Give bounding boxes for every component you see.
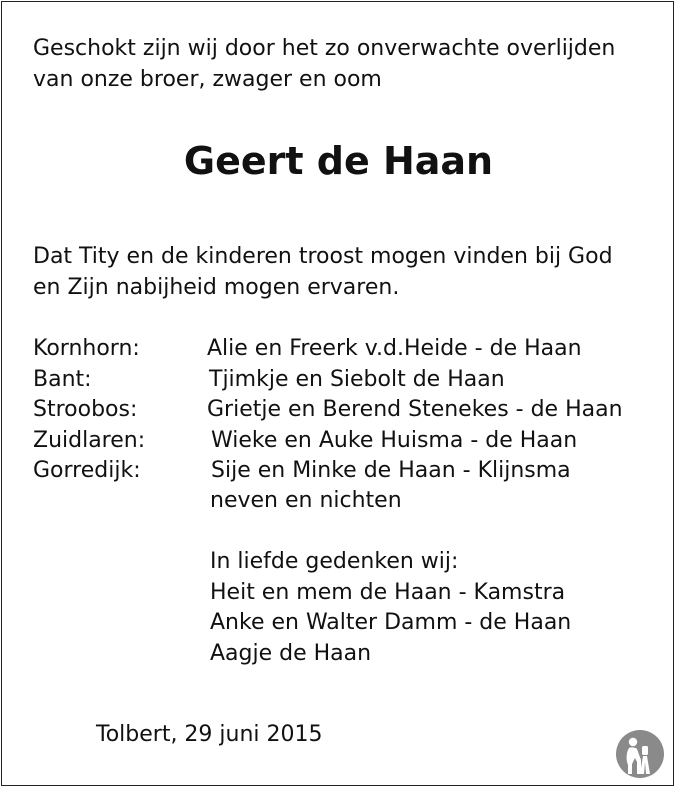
family-place: Stroobos: <box>33 397 138 422</box>
family-names: Alie en Freerk v.d.Heide - de Haan <box>207 336 582 361</box>
intro-line-2: van onze broer, zwager en oom <box>33 66 382 92</box>
intro-line-1: Geschokt zijn wij door het zo onverwachte overlijden <box>33 36 616 61</box>
family-names: Grietje en Berend Stenekes - de Haan <box>207 397 623 422</box>
memory-heading: In liefde gedenken wij: <box>210 549 459 574</box>
memory-line: Aagje de Haan <box>210 640 372 666</box>
intro-text <box>33 34 615 95</box>
family-names: Wieke en Auke Huisma - de Haan <box>211 427 578 453</box>
place-and-date: Tolbert, 29 juni 2015 <box>96 722 323 747</box>
family-place: Kornhorn: <box>33 336 140 361</box>
family-place: Bant: <box>33 366 92 392</box>
family-names: Tjimkje en Siebolt de Haan <box>209 366 505 392</box>
neven-en-nichten: neven en nichten <box>210 488 402 513</box>
family-names: Sije en Minke de Haan - Klijnsma <box>211 458 571 483</box>
family-place: Zuidlaren: <box>33 427 146 453</box>
family-place: Gorredijk: <box>33 458 141 483</box>
memory-line: Heit en mem de Haan - Kamstra <box>210 579 566 605</box>
wish-line-1: Dat Tity en de kinderen troost mogen vinden bij God <box>33 244 613 269</box>
wish-text <box>33 242 613 303</box>
memorial-figure-icon <box>615 729 665 779</box>
deceased-name: Geert de Haan <box>183 139 494 183</box>
in-memory-section <box>210 547 571 669</box>
wish-line-2: en Zijn nabijheid mogen ervaren. <box>33 274 400 300</box>
memory-line: Anke en Walter Damm - de Haan <box>210 610 572 635</box>
